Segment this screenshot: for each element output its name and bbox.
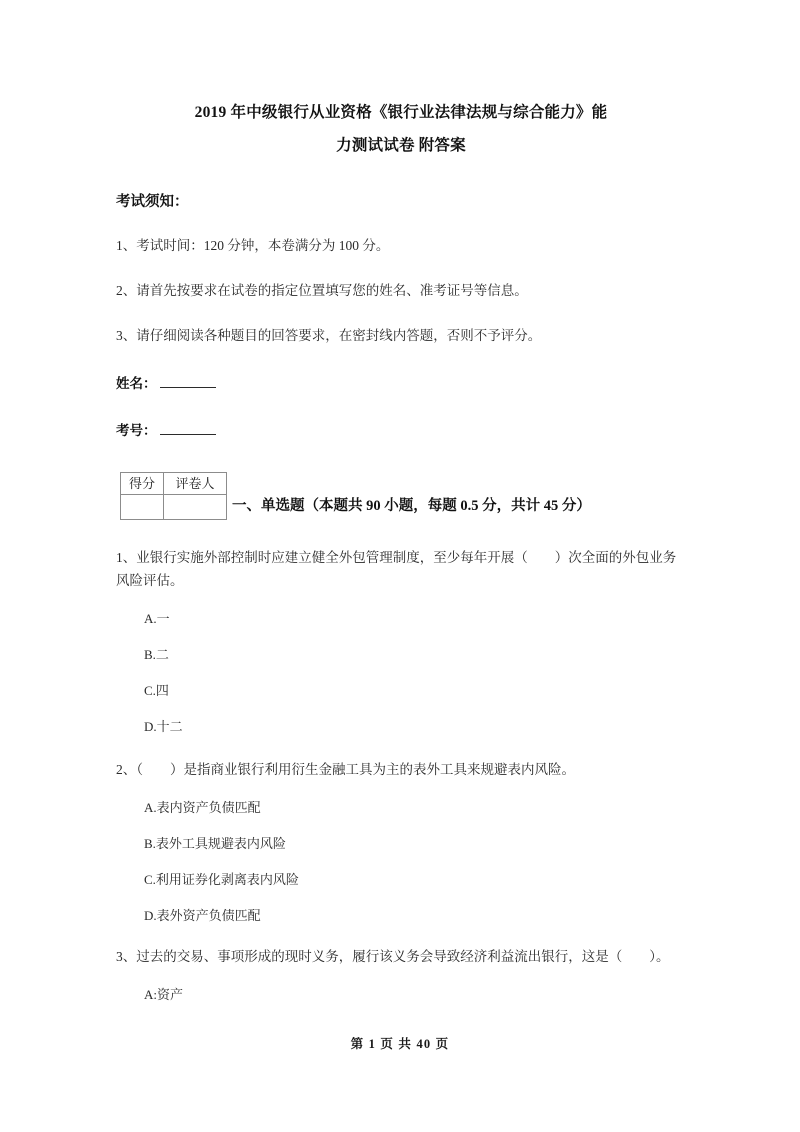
notice-item-1: 1、考试时间：120 分钟，本卷满分为 100 分。: [116, 238, 390, 253]
score-table-value-marker[interactable]: [164, 495, 227, 520]
page-title-line-2: 力测试试卷 附答案: [336, 137, 466, 154]
exam-number-field-label: 考号：: [116, 423, 157, 438]
exam-number-field-blank[interactable]: [160, 421, 216, 435]
name-field-row: [116, 374, 686, 394]
score-table-header-marker: 评卷人: [164, 473, 227, 495]
document-content: [116, 0, 686, 1004]
question-1-option-b[interactable]: B.二: [144, 647, 169, 662]
question-1-option-c[interactable]: C.四: [144, 683, 169, 698]
question-3-option-a[interactable]: A:资产: [144, 987, 184, 1002]
page-title: [116, 96, 686, 162]
question-3-text: 3、过去的交易、事项形成的现时义务，履行该义务会导致经济利益流出银行，这是（ ）。: [116, 949, 670, 964]
score-table-header-score: 得分: [121, 473, 164, 495]
section-heading: 一、单选题（本题共 90 小题，每题 0.5 分，共计 45 分）: [232, 498, 591, 514]
score-table-header-row: [121, 473, 227, 495]
question-1-option-d[interactable]: D.十二: [144, 719, 183, 734]
question-1-option-a[interactable]: A.一: [144, 611, 170, 626]
notice-heading: 考试须知：: [116, 194, 189, 210]
name-field-blank[interactable]: [160, 374, 216, 388]
exam-number-field-row: [116, 421, 686, 441]
notice-item-2: 2、请首先按要求在试卷的指定位置填写您的姓名、准考证号等信息。: [116, 283, 528, 298]
question-2-option-c[interactable]: C.利用证券化剥离表内风险: [144, 872, 299, 887]
page-title-line-1: 2019 年中级银行从业资格《银行业法律法规与综合能力》能: [194, 104, 608, 121]
section-block: [116, 472, 686, 524]
page-footer: 第 1 页 共 40 页: [350, 1037, 450, 1051]
score-table-value-score[interactable]: [121, 495, 164, 520]
score-table-value-row: [121, 495, 227, 520]
question-2-option-b[interactable]: B.表外工具规避表内风险: [144, 836, 286, 851]
name-field-label: 姓名：: [116, 376, 157, 391]
question-2-option-a[interactable]: A.表内资产负债匹配: [144, 800, 261, 815]
question-2-option-d[interactable]: D.表外资产负债匹配: [144, 908, 261, 923]
score-table: [120, 472, 227, 520]
question-1-text: 1、业银行实施外部控制时应建立健全外包管理制度，至少每年开展（ ）次全面的外包业务风险评估。: [116, 550, 677, 588]
question-2-text: 2、（ ）是指商业银行利用衍生金融工具为主的表外工具来规避表内风险。: [116, 762, 575, 777]
notice-item-3: 3、请仔细阅读各种题目的回答要求，在密封线内答题，否则不予评分。: [116, 328, 542, 343]
